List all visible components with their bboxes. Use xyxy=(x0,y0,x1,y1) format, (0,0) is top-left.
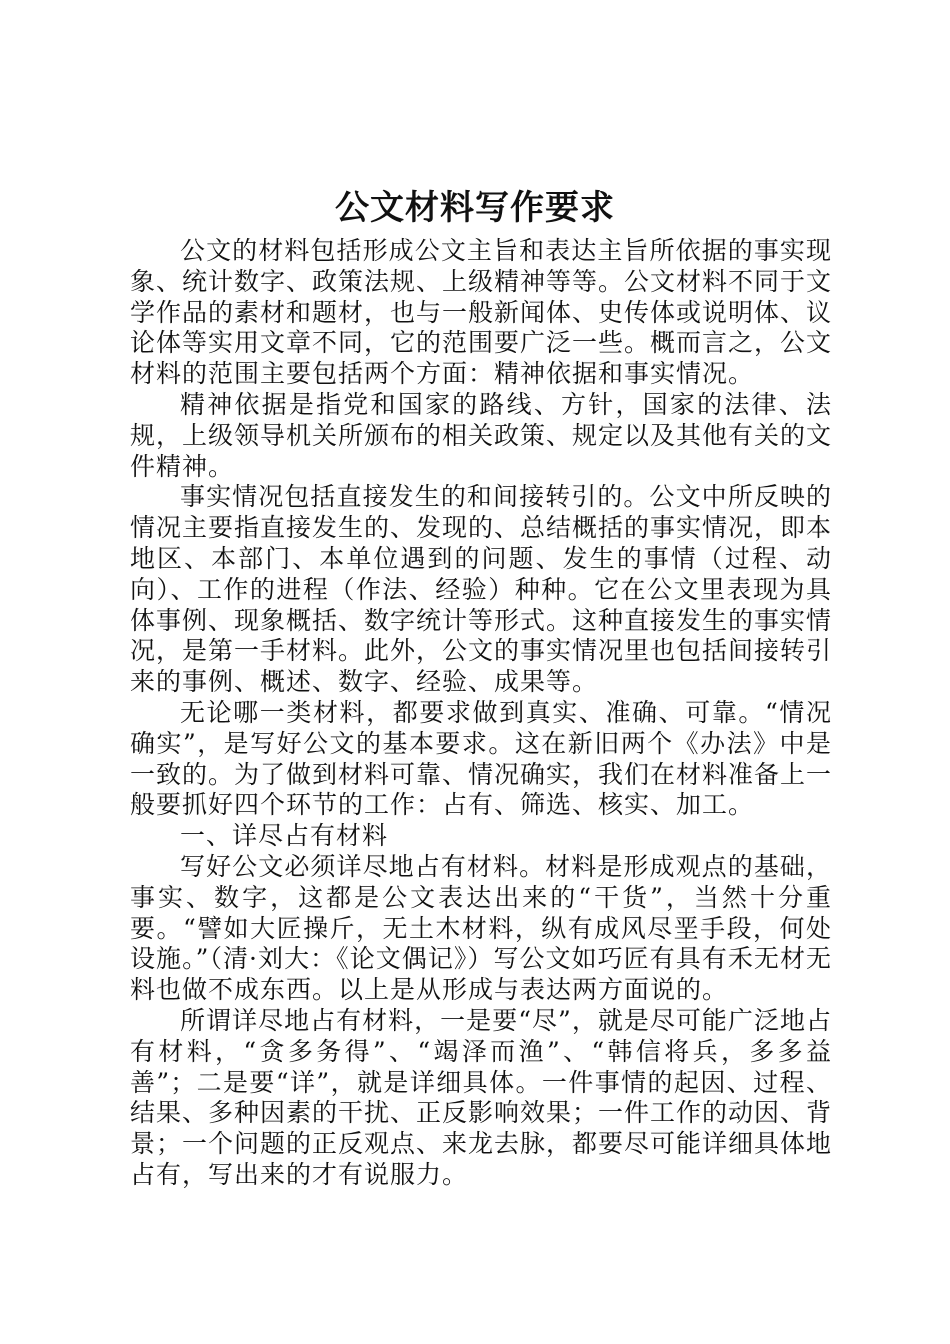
paragraph-factual-situation: 事实情况包括直接发生的和间接转引的。公文中所反映的情况主要指直接发生的、发现的、总结概括的事实情况，即本地区、本部门、本单位遇到的问题、发生的事情（过程、动向）、工作的进程（作法、经验）种种。它在公文里表现为具体事例、现象概括、数字统计等形式。这种直接发生的事实情况，是第一手材料。此外，公文的事实情况里也包括间接转引来的事例、概述、数字、经验、成果等。 xyxy=(130,482,833,697)
paragraph-spiritual-basis: 精神依据是指党和国家的路线、方针，国家的法律、法规，上级领导机关所颁布的相关政策、规定以及其他有关的文件精神。 xyxy=(130,389,833,481)
paragraph-accuracy-requirement: 无论哪一类材料，都要求做到真实、准确、可靠。“情况确实”，是写好公文的基本要求。这在新旧两个《办法》中是一致的。为了做到材料可靠、情况确实，我们在材料准备上一般要抓好四个环节的工作：占有、筛选、核实、加工。 xyxy=(130,697,833,820)
document-body xyxy=(130,236,832,1191)
paragraph-possess-materials: 写好公文必须详尽地占有材料。材料是形成观点的基础，事实、数字，这都是公文表达出来的“干货”，当然十分重要。“譬如大匠操斤，无土木材料，纵有成风尽垩手段，何处设施。”（清·刘大：《论文偶记》）写公文如巧匠有具有禾无材无料也做不成东西。以上是从形成与表达两方面说的。 xyxy=(130,851,832,1005)
paragraph-detailed-possession: 所谓详尽地占有材料，一是要“尽”，就是尽可能广泛地占有材料，“贪多务得”、“竭泽而渔”、“韩信将兵，多多益善”；二是要“详”，就是详细具体。一件事情的起因、过程、结果、多种因素的干扰、正反影响效果；一件工作的动因、背景；一个问题的正反观点、来龙去脉，都要尽可能详细具体地占有，写出来的才有说服力。 xyxy=(130,1005,833,1189)
paragraph-material-scope: 公文的材料包括形成公文主旨和表达主旨所依据的事实现象、统计数字、政策法规、上级精神等等。公文材料不同于文学作品的素材和题材，也与一般新闻体、史传体或说明体、议论体等实用文章不同，它的范围要广泛一些。概而言之，公文材料的范围主要包括两个方面：精神依据和事实情况。 xyxy=(130,236,833,389)
document-title: 公文材料写作要求 xyxy=(335,188,615,228)
section-heading-possess-materials: 一、详尽占有材料 xyxy=(180,821,389,851)
